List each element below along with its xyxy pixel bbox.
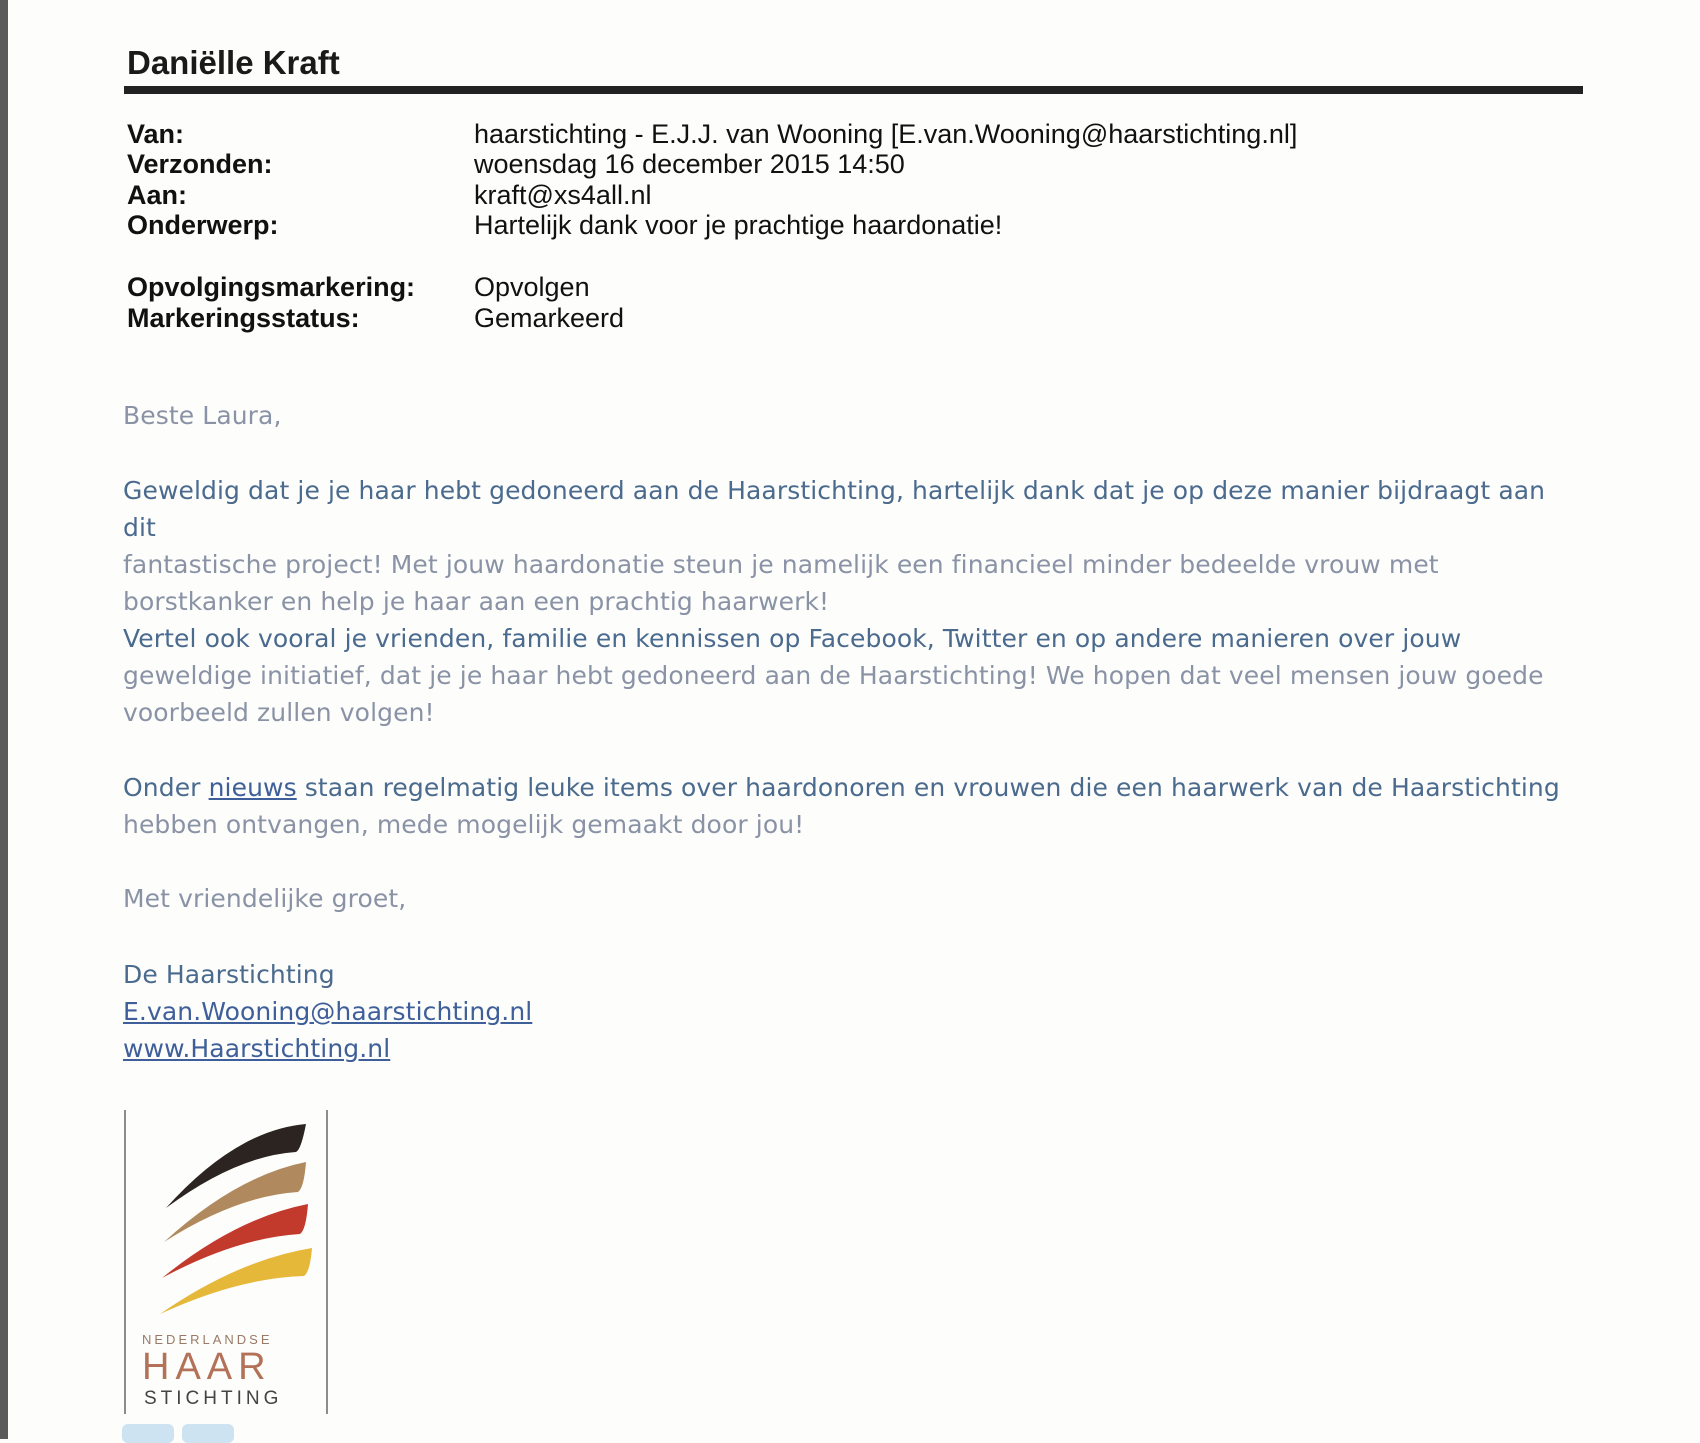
paragraph-news: Onder nieuws staan regelmatig leuke items over haardonoren en vrouwen die een haarwerk van de Haarstichting hebben ontvangen, mede mogelijk gemaakt door jou! [123,773,1560,839]
paragraph-line: hebben ontvangen, mede mogelijk gemaakt door jou! [123,810,805,839]
paragraph-share [123,620,1573,731]
mailbox-owner-name: Daniëlle Kraft [127,44,340,81]
to-value: kraft@xs4all.nl [474,180,652,210]
follow-up-flag-label: Opvolgingsmarkering: [127,272,416,302]
follow-up-flag-value: Opvolgen [474,272,590,302]
from-label: Van: [127,119,185,149]
logo-text-haar: HAAR [142,1346,272,1388]
email-link[interactable]: E.van.Wooning@haarstichting.nl [123,997,533,1026]
facebook-icon[interactable] [122,1424,174,1443]
haarstichting-logo [124,1110,328,1414]
paragraph-line: voorbeeld zullen volgen! [123,698,435,727]
paragraph-thanks [123,472,1573,620]
signature-name: De Haarstichting [123,960,335,989]
twitter-icon[interactable] [182,1424,234,1443]
website-link[interactable]: www.Haarstichting.nl [123,1034,391,1063]
paragraph-line: Vertel ook vooral je vrienden, familie en kennissen op Facebook, Twitter en op andere manieren over jouw [123,624,1462,653]
flag-status-value: Gemarkeerd [474,303,625,333]
logo-text-nederlandse: NEDERLANDSE [142,1332,273,1347]
greeting: Beste Laura, [123,401,282,430]
flag-status-label: Markeringsstatus: [127,303,360,333]
paragraph-line: borstkanker en help je haar aan een prachtig haarwerk! [123,587,830,616]
logo-text-stichting: STICHTING [144,1388,283,1409]
header-divider [124,86,1583,94]
hair-swoosh-icon [126,1110,326,1340]
closing: Met vriendelijke groet, [123,884,407,913]
from-value: haarstichting - E.J.J. van Wooning [E.van.Wooning@haarstichting.nl] [474,119,1298,149]
paragraph-line: Geweldig dat je je haar hebt gedoneerd aan de Haarstichting, hartelijk dank dat je op deze manier bijdraagt aan dit [123,476,1546,542]
signature-block [123,956,1573,1067]
sent-label: Verzonden: [127,149,273,179]
sent-value: woensdag 16 december 2015 14:50 [474,149,905,179]
subject-label: Onderwerp: [127,210,279,240]
subject-value: Hartelijk dank voor je prachtige haardonatie! [474,210,1003,240]
social-media-icons [122,1420,237,1439]
paragraph-line: geweldige initiatief, dat je je haar hebt gedoneerd aan de Haarstichting! We hopen dat veel mensen jouw goede [123,661,1544,690]
to-label: Aan: [127,180,187,210]
scan-edge [0,0,8,1439]
news-link[interactable]: nieuws [208,773,297,802]
paragraph-line: fantastische project! Met jouw haardonatie steun je namelijk een financieel minder bedeelde vrouw met [123,550,1439,579]
